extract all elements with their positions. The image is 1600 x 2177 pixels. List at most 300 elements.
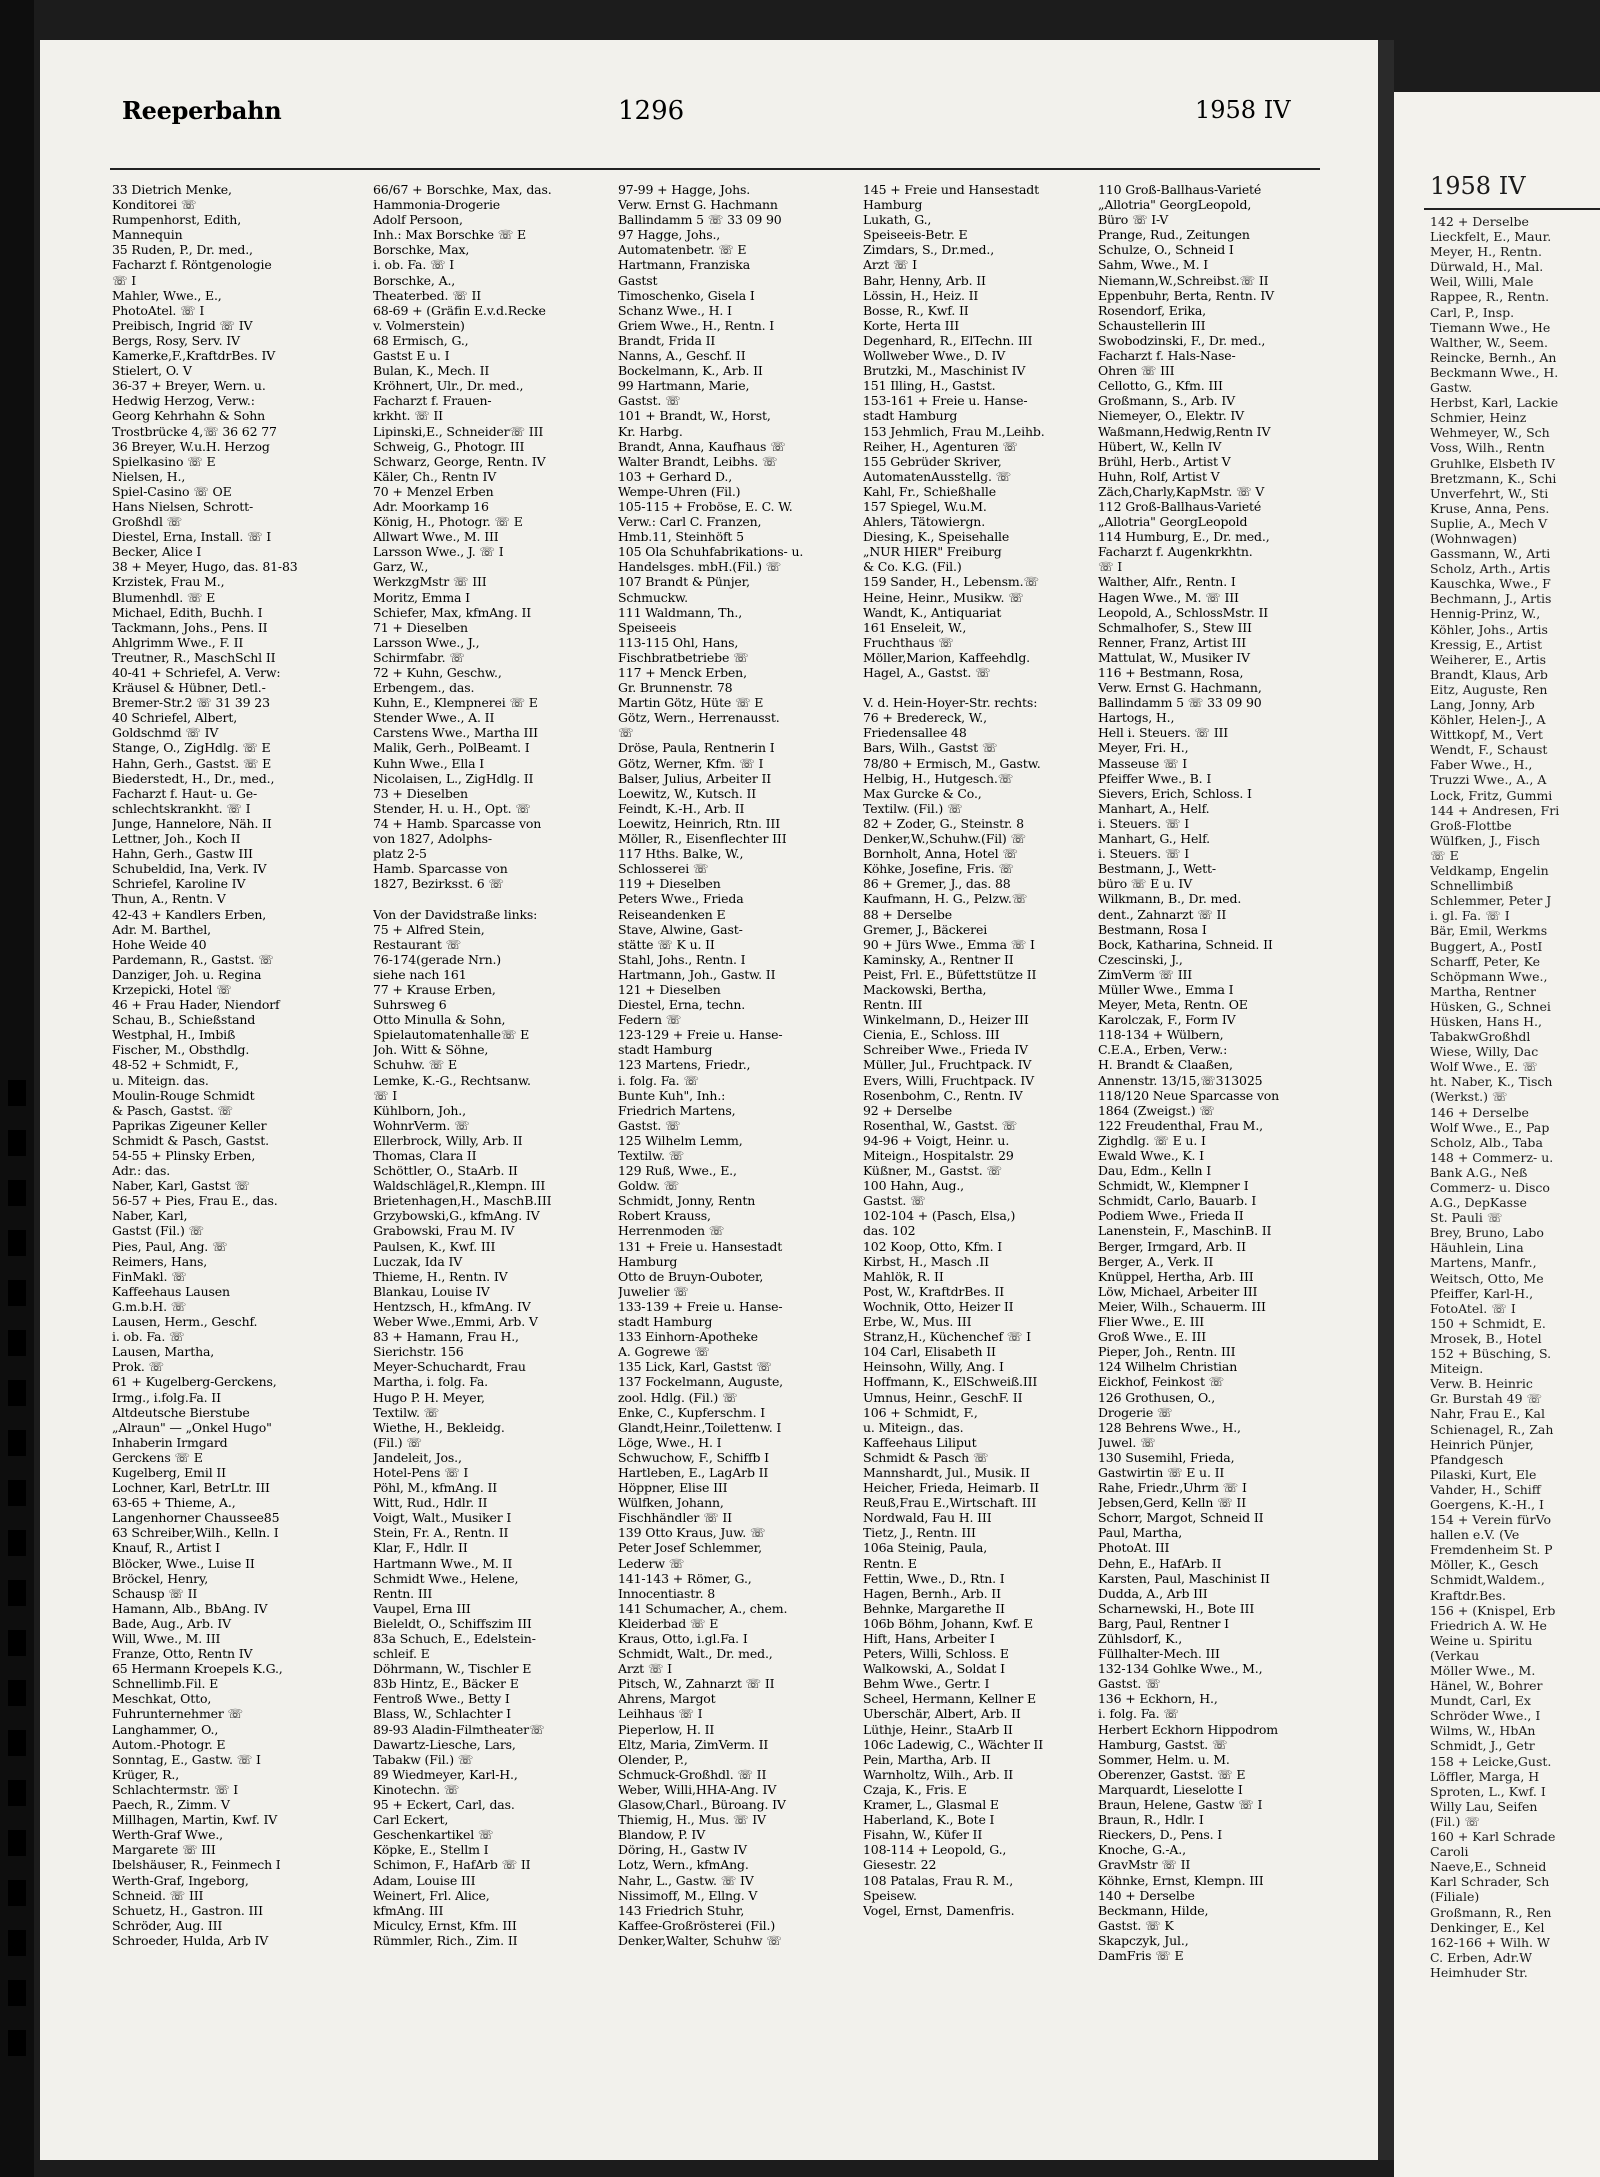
- directory-entry-line: 123 Martens, Friedr.,: [618, 1057, 751, 1073]
- directory-entry-line: Hamburg: [863, 197, 923, 213]
- directory-entry-line: Müller, Jul., Fruchtpack. IV: [863, 1057, 1032, 1073]
- directory-entry-line: A. Gogrewe ☏: [618, 1344, 710, 1360]
- directory-entry-line: Wolf Wwe., E., Pap: [1430, 1119, 1550, 1135]
- directory-entry-line: Meyer, Fri. H.,: [1098, 740, 1189, 756]
- directory-entry-line: [863, 680, 1089, 695]
- directory-entry-line: Post, W., KraftdrBes. II: [863, 1283, 1005, 1299]
- directory-entry-line: 104 Carl, Elisabeth II: [863, 1344, 996, 1360]
- directory-entry-line: Grabowski, Frau M. IV: [373, 1223, 515, 1239]
- directory-entry-line: 105 Ola Schuhfabrikations- u.: [618, 544, 804, 560]
- directory-entry-line: Hagen, Bernh., Arb. II: [863, 1585, 1001, 1601]
- directory-entry-line: 145 + Freie und Hansestadt: [863, 182, 1040, 197]
- directory-entry-line: Kaufmann, H. G., Pelzw.☏: [863, 891, 1028, 907]
- directory-entry-line: Mackowski, Bertha,: [863, 981, 987, 997]
- directory-entry-line: Schmidt, J., Getr: [1430, 1738, 1535, 1754]
- directory-entry-line: 118-134 + Wülbern,: [1098, 1027, 1224, 1043]
- directory-entry-line: Annenstr. 13/15,☏313025: [1098, 1072, 1263, 1088]
- directory-entry-line: 106a Steinig, Paula,: [863, 1540, 988, 1556]
- directory-entry-line: Larsson Wwe., J.,: [373, 634, 480, 650]
- directory-entry-line: Knoche, G.-A.,: [1098, 1842, 1186, 1858]
- directory-entry-line: Niemann,W.,Schreibst.☏ II: [1098, 272, 1269, 288]
- directory-entry-line: Naber, Karl, Gastst ☏: [112, 1178, 250, 1194]
- directory-entry-line: [373, 891, 599, 906]
- directory-entry-line: Knauf, R., Artist I: [112, 1540, 220, 1556]
- directory-entry-line: Weber, Willi,HHA-Ang. IV: [618, 1781, 777, 1797]
- directory-entry-line: 76 + Bredereck, W.,: [863, 710, 987, 726]
- directory-entry-line: Drogerie ☏: [1098, 1404, 1173, 1420]
- directory-entry-line: 148 + Commerz- u.: [1430, 1149, 1554, 1165]
- directory-entry-line: Pilaski, Kurt, Ele: [1430, 1466, 1537, 1482]
- directory-entry-line: Scholz, Alb., Taba: [1430, 1134, 1543, 1150]
- directory-entry-line: Wochnik, Otto, Heizer II: [863, 1298, 1014, 1314]
- directory-entry-line: Schubeldid, Ina, Verk. IV: [112, 861, 267, 877]
- directory-entry-line: Fremdenheim St. P: [1430, 1542, 1553, 1558]
- directory-entry-line: Schmuck-Großhdl. ☏ II: [618, 1766, 767, 1782]
- directory-entry-line: Meyer-Schuchardt, Frau: [373, 1359, 526, 1375]
- directory-entry-line: ZimVerm ☏ III: [1098, 966, 1193, 982]
- directory-entry-line: 66/67 + Borschke, Max, das.: [373, 182, 552, 197]
- directory-entry-line: 157 Spiegel, W.u.M.: [863, 498, 987, 514]
- directory-entry-line: 130 Susemihl, Frieda,: [1098, 1449, 1235, 1465]
- directory-entry-line: Schmidt & Pasch, Gastst.: [112, 1132, 269, 1148]
- directory-entry-line: Hamburg, Gastst. ☏: [1098, 1736, 1228, 1752]
- directory-entry-line: Giesestr. 22: [863, 1857, 937, 1873]
- directory-entry-line: G.m.b.H. ☏: [112, 1298, 187, 1314]
- directory-entry-line: Schau, B., Schießstand: [112, 1012, 256, 1028]
- directory-entry-line: Pardemann, R., Gastst. ☏: [112, 951, 274, 967]
- directory-entry-line: Fischbratbetriebe ☏: [618, 649, 749, 665]
- directory-entry-line: Ohren ☏ III: [1098, 363, 1175, 379]
- directory-entry-line: 110 Groß-Ballhaus-Varieté: [1098, 182, 1262, 197]
- directory-entry-line: WohnrVerm. ☏: [373, 1117, 470, 1133]
- directory-entry-line: Stranz,H., Küchenchef ☏ I: [863, 1329, 1031, 1345]
- directory-entry-line: Sommer, Helm. u. M.: [1098, 1751, 1230, 1767]
- directory-entry-line: (Fil.) ☏: [373, 1434, 422, 1450]
- directory-entry-line: Zäch,Charly,KapMstr. ☏ V: [1098, 483, 1265, 499]
- directory-entry-line: Schlemmer, Peter J: [1430, 893, 1552, 909]
- directory-entry-line: Peters Wwe., Frieda: [618, 891, 744, 907]
- directory-entry-line: 102-104 + (Pasch, Elsa,): [863, 1208, 1016, 1224]
- directory-entry-line: 65 Hermann Kroepels K.G.,: [112, 1661, 283, 1677]
- directory-entry-line: Wolf Wwe., E. ☏: [1430, 1059, 1538, 1075]
- directory-entry-line: Skapczyk, Jul.,: [1098, 1932, 1189, 1948]
- directory-entry-line: Hagen Wwe., M. ☏ III: [1098, 589, 1239, 605]
- directory-entry-line: Gruhlke, Elsbeth IV: [1430, 455, 1555, 471]
- directory-entry-line: Eitz, Auguste, Ren: [1430, 681, 1548, 697]
- directory-entry-line: Käler, Ch., Rentn IV: [373, 468, 497, 484]
- directory-entry-line: Pieperlow, H. II: [618, 1721, 715, 1737]
- directory-entry-line: Küßner, M., Gastst. ☏: [863, 1163, 1002, 1179]
- directory-entry-line: stadt Hamburg: [618, 1314, 713, 1330]
- book-gutter: [1378, 40, 1394, 2160]
- directory-entry-line: Fischhändler ☏ II: [618, 1510, 732, 1526]
- directory-entry-line: Umnus, Heinr., GeschF. II: [863, 1389, 1023, 1405]
- directory-entry-line: Gassmann, W., Arti: [1430, 546, 1551, 562]
- directory-entry-line: Friedrich Martens,: [618, 1102, 736, 1118]
- directory-entry-line: 54-55 + Plinsky Erben,: [112, 1148, 256, 1163]
- directory-entry-line: Peter Josef Schlemmer,: [618, 1540, 762, 1556]
- directory-entry-line: Spielkasino ☏ E: [112, 453, 216, 469]
- directory-entry-line: Meyer, Meta, Rentn. OE: [1098, 997, 1248, 1013]
- directory-entry-line: Pieper, Joh., Rentn. III: [1098, 1344, 1236, 1360]
- directory-entry-line: 68-69 + (Gräfin E.v.d.Recke: [373, 302, 546, 318]
- directory-entry-line: FotoAtel. ☏ I: [1430, 1300, 1516, 1316]
- directory-entry-line: Lederw ☏: [618, 1555, 685, 1571]
- directory-entry-line: Paprikas Zigeuner Keller: [112, 1117, 267, 1133]
- directory-entry-line: Schneid. ☏ III: [112, 1887, 204, 1903]
- directory-entry-line: (Werkst.) ☏: [1430, 1089, 1508, 1105]
- directory-entry-line: stätte ☏ K u. II: [618, 936, 715, 952]
- directory-entry-line: Millhagen, Martin, Kwf. IV: [112, 1812, 278, 1828]
- directory-column-3: [618, 182, 844, 2102]
- directory-entry-line: Bornholt, Anna, Hotel ☏: [863, 846, 1018, 862]
- directory-entry-line: Wendt, F., Schaust: [1430, 742, 1548, 758]
- street-heading: Reeperbahn: [122, 96, 282, 125]
- directory-entry-line: Zühlsdorf, K.,: [1098, 1631, 1183, 1646]
- directory-entry-line: (Fil.) ☏: [1430, 1813, 1480, 1829]
- directory-entry-line: 101 + Brandt, W., Horst,: [618, 408, 771, 424]
- directory-entry-line: 128 Behrens Wwe., H.,: [1098, 1419, 1241, 1435]
- directory-entry-line: Stein, Fr. A., Rentn. II: [373, 1525, 509, 1541]
- directory-entry-line: 75 + Alfred Stein,: [373, 921, 485, 937]
- next-page-header-rule: [1424, 208, 1600, 210]
- directory-entry-line: Martha, i. folg. Fa.: [373, 1374, 488, 1390]
- directory-entry-line: Tabakw (Fil.) ☏: [373, 1751, 474, 1767]
- directory-entry-line: schlechtskrankht. ☏ I: [112, 800, 251, 816]
- directory-entry-line: & Co. K.G. (Fil.): [863, 559, 962, 575]
- directory-entry-line: 136 + Eckhorn, H.,: [1098, 1691, 1218, 1707]
- directory-entry-line: Kraus, Otto, i.gl.Fa. I: [618, 1631, 748, 1646]
- directory-entry-line: Fisahn, W., Küfer II: [863, 1827, 983, 1843]
- directory-entry-line: Hartogs, H.,: [1098, 710, 1175, 726]
- directory-entry-line: Ballindamm 5 ☏ 33 09 90: [618, 212, 782, 228]
- directory-entry-line: Junge, Hannelore, Näh. II: [112, 815, 272, 831]
- directory-entry-line: Walter Brandt, Leibhs. ☏: [618, 453, 778, 469]
- directory-entry-line: Herrenmoden ☏: [618, 1223, 725, 1239]
- directory-entry-line: Götz, Werner, Kfm. ☏ I: [618, 755, 764, 771]
- directory-entry-line: Voss, Wilh., Rentn: [1430, 440, 1545, 456]
- directory-entry-line: 103 + Gerhard D.,: [618, 468, 733, 484]
- directory-entry-line: Ahlers, Tätowiergn.: [863, 514, 986, 530]
- directory-entry-line: 123-129 + Freie u. Hanse-: [618, 1027, 783, 1043]
- directory-entry-line: 92 + Derselbe: [863, 1102, 952, 1118]
- directory-entry-line: Voigt, Walt., Musiker I: [373, 1510, 512, 1526]
- directory-entry-line: Büro ☏ I-V: [1098, 212, 1169, 228]
- directory-entry-line: Pies, Paul, Ang. ☏: [112, 1238, 228, 1254]
- directory-entry-line: Behm Wwe., Gertr. I: [863, 1676, 990, 1692]
- directory-entry-line: 131 + Freie u. Hansestadt: [618, 1238, 783, 1254]
- directory-entry-line: Schmidt, W., Klempner I: [1098, 1178, 1249, 1194]
- directory-entry-line: Gastw.: [1430, 380, 1473, 396]
- directory-entry-line: Moritz, Emma I: [373, 589, 470, 605]
- directory-entry-line: v. Volmerstein): [373, 317, 465, 333]
- directory-entry-line: Bestmann, J., Wett-: [1098, 861, 1216, 877]
- directory-entry-line: Groß Wwe., E. III: [1098, 1329, 1207, 1345]
- directory-entry-line: 135 Lick, Karl, Gastst ☏: [618, 1359, 772, 1375]
- directory-entry-line: Löffler, Marga, H: [1430, 1768, 1540, 1784]
- directory-entry-line: Schirmfabr. ☏: [373, 649, 465, 665]
- directory-entry-line: Fettin, Wwe., D., Rtn. I: [863, 1570, 1005, 1586]
- directory-entry-line: König, H., Photogr. ☏ E: [373, 514, 523, 530]
- directory-entry-line: Nielsen, H.,: [112, 468, 186, 484]
- directory-entry-line: (Wohnwagen): [1430, 530, 1517, 546]
- directory-entry-line: Müller Wwe., Emma I: [1098, 981, 1234, 997]
- directory-entry-line: Hänel, W., Bohrer: [1430, 1678, 1543, 1694]
- directory-entry-line: Behnke, Margarethe II: [863, 1600, 1005, 1616]
- directory-entry-line: Schuetz, H., Gastron. III: [112, 1902, 263, 1918]
- directory-entry-line: Verw.: Carl C. Franzen,: [618, 514, 762, 530]
- directory-entry-line: Köhnke, Ernst, Klempn. III: [1098, 1872, 1264, 1888]
- directory-entry-line: 97-99 + Hagge, Johs.: [618, 182, 751, 197]
- directory-entry-line: Allwart Wwe., M. III: [373, 529, 499, 545]
- directory-entry-line: hallen e.V. (Ve: [1430, 1527, 1520, 1543]
- directory-entry-line: 82 + Zoder, G., Steinstr. 8: [863, 815, 1024, 831]
- directory-entry-line: i. Steuers. ☏ I: [1098, 846, 1190, 862]
- directory-entry-line: Pfeiffer, Karl-H.,: [1430, 1285, 1534, 1301]
- directory-entry-line: C. Erben, Adr.W: [1430, 1949, 1533, 1965]
- directory-entry-line: Degenhard, R., ElTechn. III: [863, 332, 1033, 348]
- directory-entry-line: Schmidt, Carlo, Bauarb. I: [1098, 1193, 1257, 1209]
- directory-entry-line: Waßmann,Hedwig,Rentn IV: [1098, 423, 1271, 439]
- directory-entry-line: Gastst. ☏: [863, 1193, 926, 1209]
- directory-entry-line: Grzybowski,G., kfmAng. IV: [373, 1208, 540, 1224]
- directory-entry-line: Schiefer, Max, kfmAng. II: [373, 604, 532, 620]
- directory-entry-line: Schlosserei ☏: [618, 861, 709, 877]
- directory-entry-line: „NUR HIER" Freiburg: [863, 544, 1002, 560]
- directory-entry-line: 76-174(gerade Nrn.): [373, 951, 502, 967]
- directory-entry-line: Schmalhofer, S., Stew III: [1098, 619, 1252, 635]
- directory-entry-line: 106c Ladewig, C., Wächter II: [863, 1736, 1043, 1752]
- directory-entry-line: 140 + Derselbe: [1098, 1887, 1195, 1903]
- directory-entry-line: Kamerke,F.,KraftdrBes. IV: [112, 348, 276, 364]
- directory-entry-line: Mattulat, W., Musiker IV: [1098, 649, 1250, 665]
- directory-entry-line: Löge, Wwe., H. I: [618, 1434, 722, 1450]
- directory-entry-line: Federn ☏: [618, 1012, 682, 1028]
- directory-entry-line: Kirbst, H., Masch .II: [863, 1253, 989, 1269]
- directory-entry-line: Gastst (Fil.) ☏: [112, 1223, 205, 1239]
- directory-entry-line: Häuhlein, Lina: [1430, 1240, 1524, 1256]
- directory-entry-line: 133 Einhorn-Apotheke: [618, 1329, 758, 1345]
- directory-entry-line: 100 Hahn, Aug.,: [863, 1178, 965, 1194]
- directory-entry-line: Peist, Frl. E., Büfettstütze II: [863, 966, 1037, 982]
- directory-entry-line: Glandt,Heinr.,Toilettenw. I: [618, 1419, 782, 1435]
- directory-entry-line: Kleiderbad ☏ E: [618, 1615, 719, 1631]
- directory-entry-line: 106b Böhm, Johann, Kwf. E: [863, 1615, 1034, 1631]
- directory-entry-line: Nissimoff, M., Ellng. V: [618, 1887, 758, 1903]
- directory-entry-line: Bunte Kuh", Inh.:: [618, 1087, 726, 1103]
- directory-entry-line: Schmidt, Walt., Dr. med.,: [618, 1646, 773, 1662]
- directory-entry-line: Innocentiastr. 8: [618, 1585, 716, 1601]
- directory-entry-line: PhotoAt. III: [1098, 1540, 1170, 1556]
- directory-entry-line: Vogel, Ernst, Damenfris.: [863, 1902, 1015, 1918]
- directory-entry-line: Schreiber Wwe., Frieda IV: [863, 1042, 1028, 1058]
- directory-entry-line: Hartleben, E., LagArb II: [618, 1464, 769, 1480]
- directory-entry-line: 126 Grothusen, O.,: [1098, 1389, 1216, 1405]
- directory-entry-line: 71 + Dieselben: [373, 619, 468, 635]
- directory-entry-line: Rentn. III: [373, 1585, 433, 1601]
- directory-entry-line: ☏ I: [1098, 559, 1123, 575]
- directory-entry-line: Balser, Julius, Arbeiter II: [618, 770, 772, 786]
- directory-entry-line: Carstens Wwe., Martha III: [373, 725, 538, 741]
- directory-entry-line: 119 + Dieselben: [618, 876, 721, 892]
- directory-entry-line: Eickhof, Feinkost ☏: [1098, 1374, 1225, 1390]
- directory-entry-line: Haberland, K., Bote I: [863, 1812, 995, 1828]
- directory-entry-line: Lock, Fritz, Gummi: [1430, 787, 1553, 803]
- directory-entry-line: Wilkmann, B., Dr. med.: [1098, 891, 1242, 907]
- directory-entry-line: DamFris ☏ E: [1098, 1947, 1184, 1963]
- directory-entry-line: 74 + Hamb. Sparcasse von: [373, 815, 542, 831]
- directory-entry-line: Speisew.: [863, 1887, 917, 1903]
- directory-entry-line: Hedwig Herzog, Verw.:: [112, 393, 255, 409]
- directory-entry-line: 122 Freudenthal, Frau M.,: [1098, 1117, 1263, 1133]
- directory-entry-line: platz 2-5: [373, 846, 427, 862]
- directory-entry-line: Höppner, Elise III: [618, 1480, 728, 1496]
- directory-entry-line: Timoschenko, Gisela I: [618, 287, 755, 303]
- directory-entry-line: Arzt ☏ I: [863, 257, 917, 273]
- directory-entry-line: Huhn, Rolf, Artist V: [1098, 468, 1220, 484]
- directory-entry-line: Stange, O., ZigHdlg. ☏ E: [112, 740, 271, 756]
- directory-entry-line: Meschkat, Otto,: [112, 1691, 212, 1707]
- directory-entry-line: Facharzt f. Augenkrkhtn.: [1098, 544, 1253, 560]
- directory-entry-line: Erbe, W., Mus. III: [863, 1314, 972, 1330]
- directory-entry-line: Spiel-Casino ☏ OE: [112, 483, 232, 499]
- directory-entry-line: Gastwirtin ☏ E u. II: [1098, 1464, 1225, 1480]
- directory-entry-line: 121 + Dieselben: [618, 981, 721, 997]
- directory-entry-line: Friedensallee 48: [863, 725, 967, 741]
- directory-entry-line: Hift, Hans, Arbeiter I: [863, 1631, 995, 1646]
- directory-entry-line: Danziger, Joh. u. Regina: [112, 966, 262, 982]
- directory-entry-line: Otto de Bruyn-Ouboter,: [618, 1268, 764, 1284]
- directory-entry-line: Krzistek, Frau M.,: [112, 574, 225, 590]
- directory-entry-line: Kaffeehaus Liliput: [863, 1434, 977, 1450]
- directory-entry-line: Lanenstein, F., MaschinB. II: [1098, 1223, 1272, 1239]
- directory-entry-line: 108-114 + Leopold, G.,: [863, 1842, 1007, 1858]
- directory-entry-line: Dehn, E., HafArb. II: [1098, 1555, 1222, 1571]
- directory-entry-line: Rosenbohm, C., Rentn. IV: [863, 1087, 1023, 1103]
- directory-entry-line: Heinsohn, Willy, Ang. I: [863, 1359, 1004, 1375]
- directory-entry-line: Georg Kehrhahn & Sohn: [112, 408, 266, 424]
- directory-entry-line: Wempe-Uhren (Fil.): [618, 483, 741, 499]
- directory-entry-line: Kaminsky, A., Rentner II: [863, 951, 1014, 967]
- directory-entry-line: Hagel, A., Gastst. ☏: [863, 665, 991, 680]
- directory-entry-line: Blandow, P. IV: [618, 1827, 706, 1843]
- directory-entry-line: Prok. ☏: [112, 1359, 165, 1375]
- directory-column-4: [863, 182, 1089, 2102]
- directory-entry-line: Kraftdr.Bes.: [1430, 1587, 1506, 1603]
- directory-entry-line: A.G., DepKasse: [1430, 1195, 1527, 1211]
- directory-entry-line: Brandt, Anna, Kaufhaus ☏: [618, 438, 786, 454]
- directory-entry-line: Gr. Burstah 49 ☏: [1430, 1391, 1543, 1407]
- directory-entry-line: Restaurant ☏: [373, 936, 462, 952]
- directory-entry-line: Miteign., Hospitalstr. 29: [863, 1148, 1014, 1163]
- directory-entry-line: Bosse, R., Kwf. II: [863, 302, 969, 318]
- directory-entry-line: 89 Wiedmeyer, Karl-H.,: [373, 1766, 518, 1782]
- directory-entry-line: 141 Schumacher, A., chem.: [618, 1600, 788, 1616]
- directory-entry-line: AutomatenAusstellg. ☏: [863, 468, 1012, 484]
- directory-entry-line: Treutner, R., MaschSchl II: [112, 649, 276, 665]
- directory-entry-line: Gastst: [618, 272, 658, 288]
- directory-entry-line: Suhrsweg 6: [373, 997, 447, 1013]
- directory-entry-line: Garz, W.,: [373, 559, 429, 575]
- directory-entry-line: Facharzt f. Röntgenologie: [112, 257, 272, 273]
- directory-entry-line: Pöhl, M., kfmAng. II: [373, 1480, 498, 1496]
- directory-entry-line: Luczak, Ida IV: [373, 1253, 463, 1269]
- directory-entry-line: ☏ I: [112, 272, 137, 288]
- directory-entry-line: i. folg. Fa. ☏: [1098, 1706, 1179, 1722]
- directory-entry-line: Stahl, Johs., Rentn. I: [618, 951, 746, 967]
- directory-entry-line: Adr. M. Barthel,: [112, 921, 211, 937]
- directory-entry-line: Gremer, J., Bäckerei: [863, 921, 988, 937]
- directory-entry-line: Thiemig, H., Mus. ☏ IV: [618, 1812, 766, 1828]
- directory-entry-line: Lang, Jonny, Arb: [1430, 697, 1535, 712]
- directory-entry-line: Friedrich A. W. He: [1430, 1617, 1547, 1633]
- directory-entry-line: „Allotria" GeorgLeopold,: [1098, 197, 1252, 213]
- directory-entry-line: Döring, H., Gastw IV: [618, 1842, 747, 1858]
- directory-entry-line: Schroeder, Hulda, Arb IV: [112, 1932, 269, 1948]
- directory-entry-line: Dawartz-Liesche, Lars,: [373, 1736, 516, 1752]
- directory-entry-line: Caroli: [1430, 1844, 1469, 1860]
- directory-entry-line: ☏ E: [1430, 847, 1459, 863]
- directory-entry-line: Borschke, A.,: [373, 272, 456, 288]
- directory-entry-line: Wollweber Wwe., D. IV: [863, 348, 1006, 364]
- directory-entry-line: 88 + Derselbe: [863, 906, 952, 922]
- directory-entry-line: 72 + Kuhn, Geschw.,: [373, 665, 502, 680]
- directory-entry-line: Hahn, Gerh., Gastw III: [112, 846, 253, 862]
- directory-entry-line: Michael, Edith, Buchh. I: [112, 604, 263, 620]
- directory-entry-line: Textilw. ☏: [618, 1148, 685, 1163]
- directory-entry-line: Bretzmann, K., Schi: [1430, 470, 1557, 486]
- directory-entry-line: Helbig, H., Hutgesch.☏: [863, 770, 1014, 786]
- directory-entry-line: Tietz, J., Rentn. III: [863, 1525, 976, 1541]
- directory-entry-line: Robert Krauss,: [618, 1208, 711, 1224]
- directory-entry-line: Stave, Alwine, Gast-: [618, 921, 743, 937]
- directory-entry-line: Fischer, M., Obsthdlg.: [112, 1042, 250, 1058]
- directory-entry-line: Kaffeehaus Lausen: [112, 1283, 230, 1299]
- directory-entry-line: Malik, Gerh., PolBeamt. I: [373, 740, 530, 756]
- directory-entry-line: Pein, Martha, Arb. II: [863, 1751, 991, 1767]
- directory-entry-line: „Alraun" — „Onkel Hugo": [112, 1419, 272, 1435]
- directory-entry-line: Kuhn Wwe., Ella I: [373, 755, 484, 771]
- directory-entry-line: Inhaberin Irmgard: [112, 1434, 228, 1450]
- directory-entry-line: Wittkopf, M., Vert: [1430, 727, 1543, 743]
- directory-entry-line: Jebsen,Gerd, Kelln ☏ II: [1098, 1495, 1247, 1511]
- directory-entry-line: (Verkau: [1430, 1647, 1480, 1663]
- directory-entry-line: Adolf Persoon,: [373, 212, 463, 228]
- directory-entry-line: 105-115 + Froböse, E. C. W.: [618, 498, 793, 514]
- directory-entry-line: 33 Dietrich Menke,: [112, 182, 232, 197]
- directory-entry-line: Schmidt, Jonny, Rentn: [618, 1193, 756, 1209]
- directory-entry-line: Lausen, Martha,: [112, 1344, 215, 1360]
- directory-entry-line: Großmann, R., Ren: [1430, 1904, 1552, 1920]
- directory-entry-line: Martha, Rentner: [1430, 983, 1537, 999]
- directory-entry-line: Scharnewski, H., Bote III: [1098, 1600, 1255, 1616]
- directory-entry-line: siehe nach 161: [373, 966, 467, 982]
- directory-entry-line: Schnellimb.Fil. E: [112, 1676, 219, 1692]
- directory-entry-line: 152 + Büsching, S.: [1430, 1346, 1552, 1362]
- directory-entry-line: Eltz, Maria, ZimVerm. II: [618, 1736, 769, 1752]
- directory-entry-line: Köhke, Josefine, Fris. ☏: [863, 861, 1014, 877]
- directory-entry-line: Loewitz, W., Kutsch. II: [618, 785, 757, 801]
- directory-entry-line: Kahl, Fr., Schießhalle: [863, 483, 996, 499]
- directory-entry-line: 112 Groß-Ballhaus-Varieté: [1098, 498, 1262, 514]
- directory-entry-line: Schriefel, Karoline IV: [112, 876, 246, 892]
- directory-entry-line: 144 + Andresen, Fri: [1430, 802, 1560, 818]
- directory-entry-line: „Allotria" GeorgLeopold: [1098, 514, 1248, 530]
- directory-entry-line: 117 + Menck Erben,: [618, 665, 747, 680]
- directory-entry-line: Karolczak, F., Form IV: [1098, 1012, 1236, 1028]
- directory-entry-line: Cellotto, G., Kfm. III: [1098, 378, 1223, 394]
- directory-entry-line: Kr. Harbg.: [618, 423, 683, 439]
